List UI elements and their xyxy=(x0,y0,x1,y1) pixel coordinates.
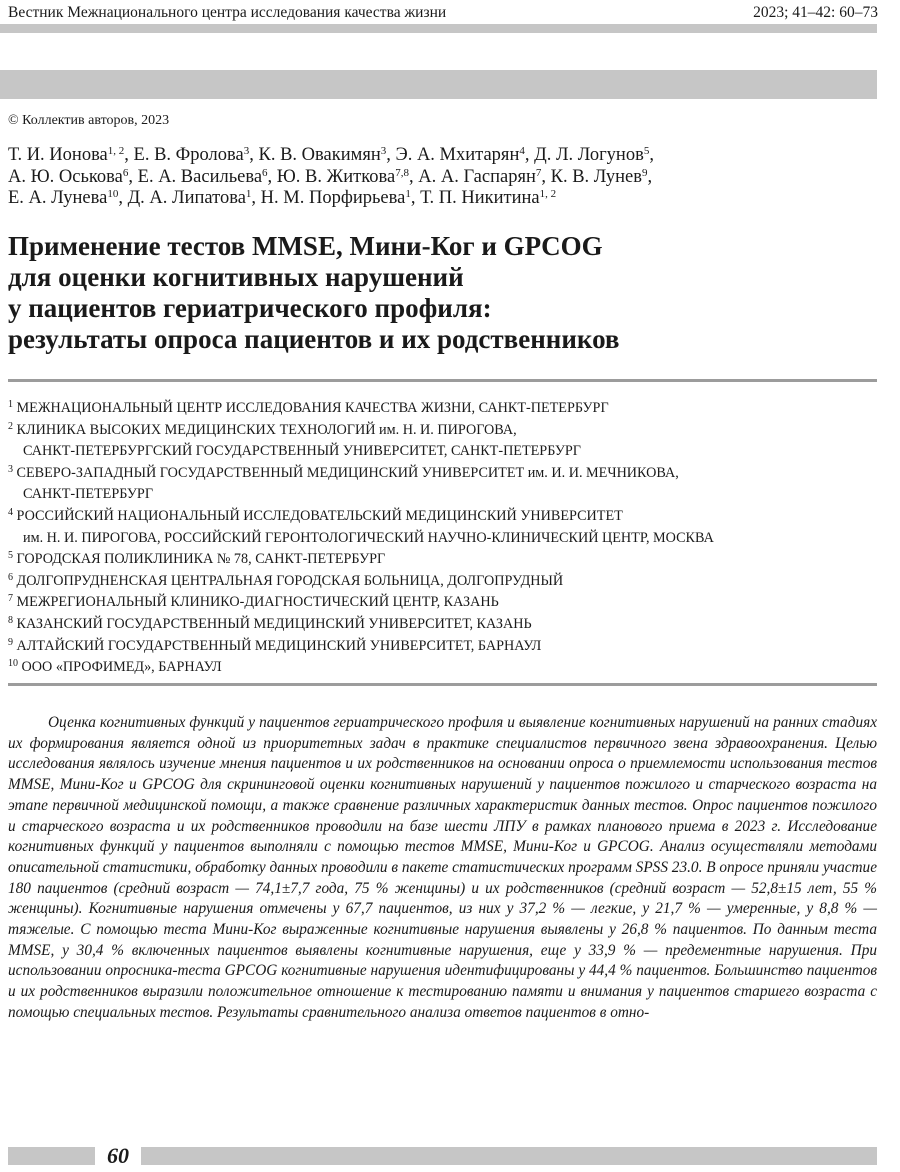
affiliation-item xyxy=(8,441,878,463)
affiliation-item xyxy=(8,614,878,636)
author-affiliation-ref: 5 xyxy=(643,145,650,157)
journal-name: Вестник Межнационального центра исследования качества жизни xyxy=(8,4,447,21)
affiliation-item xyxy=(8,528,878,550)
affiliation-text: ГОРОДСКАЯ ПОЛИКЛИНИКА № 78, САНКТ-ПЕТЕРБУРГ xyxy=(16,551,386,568)
author-affiliation-ref: 1 xyxy=(405,188,411,200)
author-name: К. В. Овакимян xyxy=(258,145,381,165)
author-name: Т. П. Никитина xyxy=(420,188,540,208)
title-line: результаты опроса пациентов и их родственников xyxy=(8,324,620,354)
affiliation-list xyxy=(8,398,878,679)
divider-rule xyxy=(8,379,877,382)
affiliation-number: 1 xyxy=(8,399,13,410)
author-name: Э. А. Мхитарян xyxy=(395,145,520,165)
affiliation-text: РОССИЙСКИЙ НАЦИОНАЛЬНЫЙ ИССЛЕДОВАТЕЛЬСКИЙ МЕДИЦИНСКИЙ УНИВЕРСИТЕТ xyxy=(16,507,623,524)
author-affiliation-ref: 6 xyxy=(262,166,268,179)
author-affiliation-ref: 1 xyxy=(245,188,252,200)
author-name: Д. А. Липатова xyxy=(127,188,246,208)
title-line: Применение тестов MMSE, Мини-Ког и GPCOG xyxy=(8,231,603,261)
affiliation-number: 10 xyxy=(8,658,18,670)
affiliation-text: МЕЖРЕГИОНАЛЬНЫЙ КЛИНИКО-ДИАГНОСТИЧЕСКИЙ ЦЕНТР, КАЗАНЬ xyxy=(16,594,499,611)
author-name: А. А. Гаспарян xyxy=(418,166,536,187)
author-affiliation-ref: 6 xyxy=(122,166,129,179)
copyright-line: © Коллектив авторов, 2023 xyxy=(8,113,170,128)
header-band xyxy=(0,70,877,99)
affiliation-text: ДОЛГОПРУДНЕНСКАЯ ЦЕНТРАЛЬНАЯ ГОРОДСКАЯ БОЛЬНИЦА, ДОЛГОПРУДНЫЙ xyxy=(16,572,564,589)
affiliation-text: КАЗАНСКИЙ ГОСУДАРСТВЕННЫЙ МЕДИЦИНСКИЙ УНИВЕРСИТЕТ, КАЗАНЬ xyxy=(16,615,532,632)
author-affiliation-ref: 4 xyxy=(519,145,525,157)
affiliation-item xyxy=(8,484,878,506)
affiliation-number: 3 xyxy=(8,463,13,475)
affiliation-number: 8 xyxy=(8,614,13,626)
affiliation-text: СЕВЕРО-ЗАПАДНЫЙ ГОСУДАРСТВЕННЫЙ МЕДИЦИНСКИЙ УНИВЕРСИТЕТ им. И. И. МЕЧНИКОВА, xyxy=(16,464,679,481)
title-line: для оценки когнитивных нарушений xyxy=(8,262,464,292)
author-affiliation-ref: 3 xyxy=(243,145,250,157)
affiliation-text: ООО «ПРОФИМЕД», БАРНАУЛ xyxy=(21,659,222,676)
affiliation-number: 4 xyxy=(8,506,13,518)
affiliation-item xyxy=(8,571,878,593)
author-list: Т. И. Ионова$^{1, 2}$, Е. В. Фролова$^3$, К. В. Овакимян$^3$, Э. А. Мхитарян$^4$, Д. Л. Логунов$^5$, А. Ю. Оськова$^6$, Е. А. Васильева$^6$, Ю. В. Житкова$^{7,8}$, А. А. Гаспарян$^7$, К. В. Лунев$^9$, Е. А. Лунева$^{10}$, Д. А. Липатова$^1$, Н. М. Порфирьева$^1$, Т. П. Никитина$^{1, 2}$ xyxy=(8,145,654,208)
author-affiliation-ref: 3 xyxy=(380,145,387,157)
abstract-text: Оценка когнитивных функций у пациентов гериатрического профиля и выявление когнитивных нарушений на ранних стадиях их формирования является одной из приоритетных задач в практике специалистов первичного звена здравоохранения. Целью исследования являлось изучение мнения пациентов и их родственников на основании опроса о приемлемости использования тестов MMSE, Мини-Ког и GPCOG для скрининговой оценки когнитивных нарушений у пациентов пожилого и старческого возраста на этапе первичной медицинской помощи, а также сравнение различных характеристик данных тестов. Опрос пациентов пожилого и старческого возраста и их родственников проводили на базе шести ЛПУ в рамках планового приема в 2023 г. Исследование когнитивных функций у пациентов выполняли с помощью тестов MMSE, Мини-Ког и GPCOG. Анализ осуществляли методами описательной статистики, обработку данных проводили в пакете статистических программ SPSS 23.0. В опросе приняли участие 180 пациентов (средний возраст — 74,1±7,7 года, 75 % женщины) и их родственников (средний возраст — 52,8±15 лет, 55 % женщины). Когнитивные нарушения отмечены у 67,7 пациентов, из них у 37,2 % — легкие, у 21,7 % — умеренные, у 8,8 % — тяжелые. С помощью теста Мини-Ког выраженные когнитивные нарушения выявлены у 26,8 % пациентов. По данным теста MMSE, у 30,4 % включенных пациентов выявлены когнитивные нарушения, еще у 33,9 % — предементные нарушения. При использовании опросника-теста GPCOG когнитивные нарушения идентифицированы у 44,4 % пациентов. Большинство пациентов и их родственников выразили положительное отношение к тестированию памяти и внимания у пациентов старшего возраста с помощью специальных тестов. Результаты сравнительного анализа ответов пациентов в отно- xyxy=(8,714,877,1021)
affiliation-item xyxy=(8,420,878,442)
issue-info: 2023; 41–42: 60–73 xyxy=(753,4,878,21)
author-affiliation-ref: 1, 2 xyxy=(539,188,557,200)
header-rule xyxy=(0,24,877,33)
affiliation-text: АЛТАЙСКИЙ ГОСУДАРСТВЕННЫЙ МЕДИЦИНСКИЙ УНИВЕРСИТЕТ, БАРНАУЛ xyxy=(16,637,542,654)
author-name: Е. В. Фролова xyxy=(133,145,244,165)
divider-rule xyxy=(8,683,877,686)
affiliation-item xyxy=(8,636,878,658)
affiliation-text: им. Н. И. ПИРОГОВА, РОССИЙСКИЙ ГЕРОНТОЛОГИЧЕСКИЙ НАУЧНО-КЛИНИЧЕСКИЙ ЦЕНТР, МОСКВА xyxy=(23,529,714,546)
author-affiliation-ref: 1, 2 xyxy=(107,145,125,157)
author-affiliation-ref: 7,8 xyxy=(395,166,409,179)
affiliation-item xyxy=(8,506,878,528)
author-name: Е. А. Лунева xyxy=(8,188,108,208)
author-name: Н. М. Порфирьева xyxy=(260,188,406,208)
title-line: у пациентов гериатрического профиля: xyxy=(8,293,492,323)
affiliation-item xyxy=(8,463,878,485)
author-name: А. Ю. Оськова xyxy=(8,166,123,187)
running-header xyxy=(8,0,878,26)
author-affiliation-ref: 7 xyxy=(535,166,542,179)
affiliation-number: 7 xyxy=(8,593,13,605)
article-title xyxy=(8,231,878,355)
page-number: 60 xyxy=(95,1139,141,1172)
affiliation-text: САНКТ-ПЕТЕРБУРГСКИЙ ГОСУДАРСТВЕННЫЙ УНИВЕРСИТЕТ, САНКТ-ПЕТЕРБУРГ xyxy=(23,443,581,460)
author-affiliation-ref: 10 xyxy=(107,188,119,200)
affiliation-number: 5 xyxy=(8,550,13,562)
author-name: К. В. Лунев xyxy=(550,166,642,187)
author-name: Д. Л. Логунов xyxy=(534,145,644,165)
affiliation-number: 6 xyxy=(8,571,13,583)
affiliation-item xyxy=(8,398,878,420)
affiliation-item xyxy=(8,657,878,679)
affiliation-item xyxy=(8,592,878,614)
affiliation-item xyxy=(8,549,878,571)
affiliation-number: 9 xyxy=(8,636,13,648)
author-name: Ю. В. Житкова xyxy=(276,166,396,187)
affiliation-text: САНКТ-ПЕТЕРБУРГ xyxy=(23,486,154,503)
affiliation-text: МЕЖНАЦИОНАЛЬНЫЙ ЦЕНТР ИССЛЕДОВАНИЯ КАЧЕСТВА ЖИЗНИ, САНКТ-ПЕТЕРБУРГ xyxy=(16,400,609,416)
affiliation-text: КЛИНИКА ВЫСОКИХ МЕДИЦИНСКИХ ТЕХНОЛОГИЙ им. Н. И. ПИРОГОВА, xyxy=(16,421,517,438)
author-name: Т. И. Ионова xyxy=(8,145,108,165)
author-name: Е. А. Васильева xyxy=(137,166,263,187)
affiliation-number: 2 xyxy=(8,420,13,432)
author-affiliation-ref: 9 xyxy=(642,166,648,179)
